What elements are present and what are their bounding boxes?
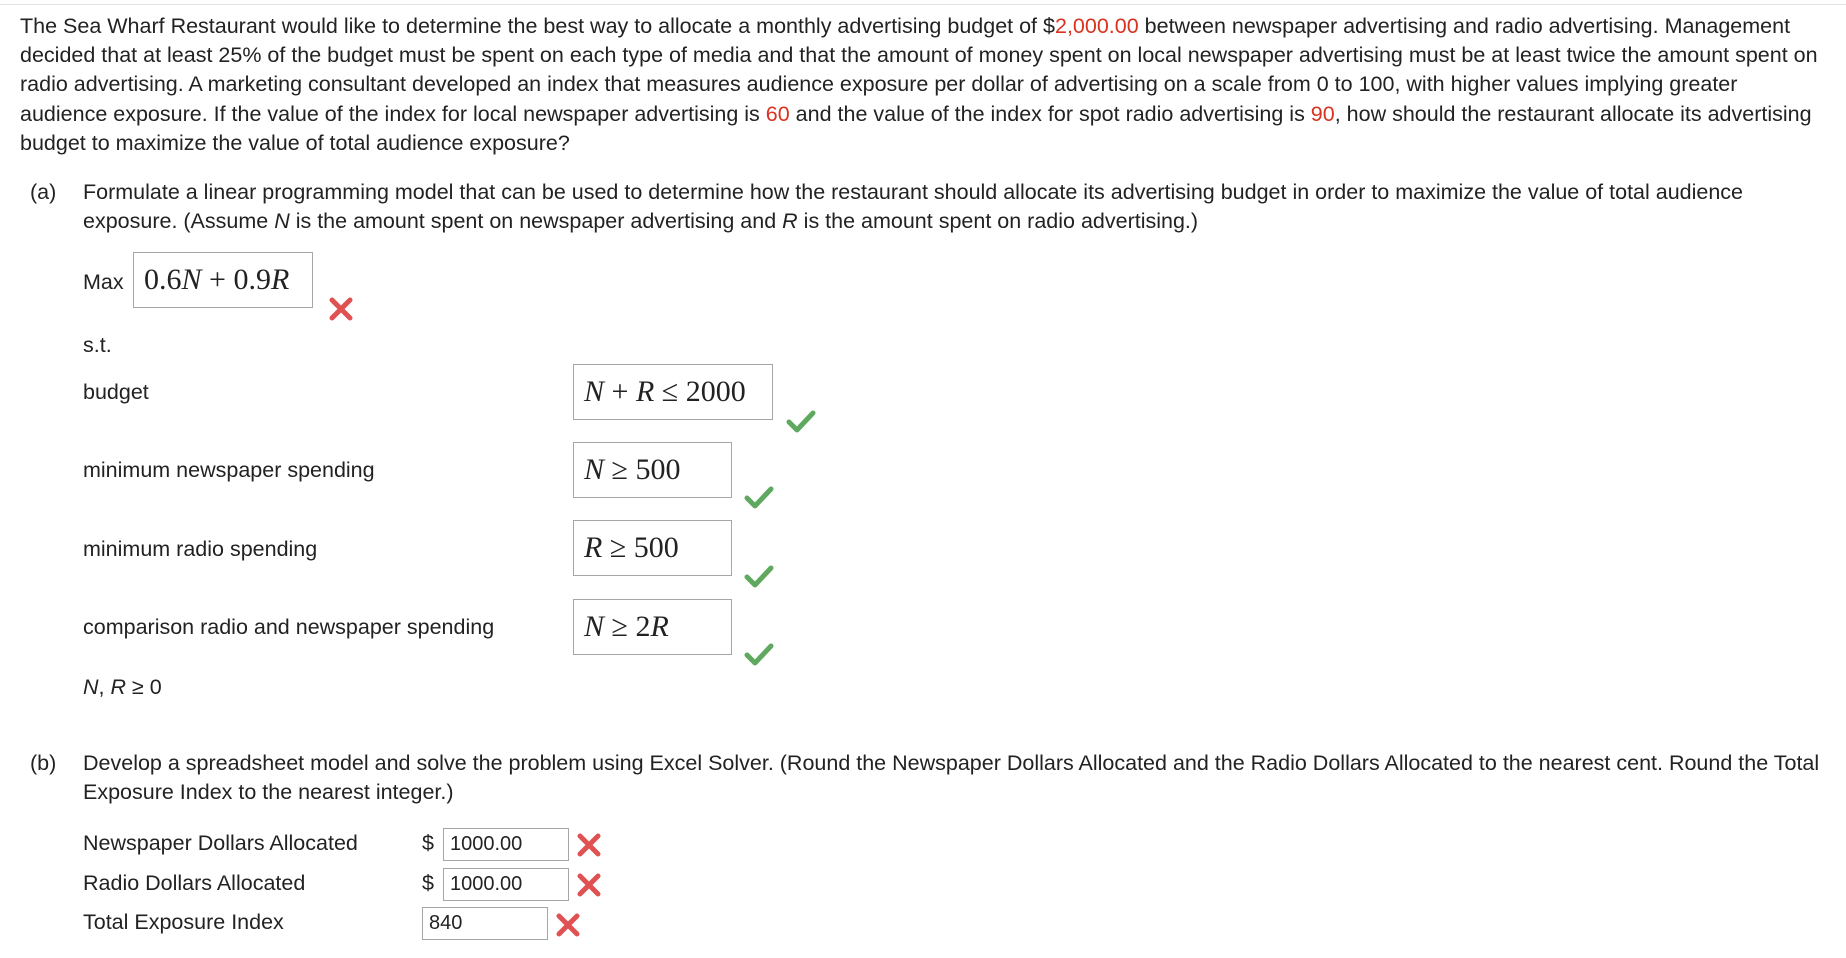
constraint-label-min-newspaper: minimum newspaper spending — [83, 458, 375, 482]
constraint-relation: ≥ — [604, 453, 636, 486]
problem-intro: The Sea Wharf Restaurant would like to determine the best way to allocate a monthly advertising budget of — [20, 14, 1044, 38]
constraint-op: + — [604, 375, 636, 408]
nonneg-var-n: N — [83, 675, 99, 699]
budget-constraint-input[interactable] — [573, 364, 773, 420]
part-b-text: Develop a spreadsheet model and solve the problem using Excel Solver. (Round the Newspaper Dollars Allocated and the Radio Dollars Allocated to the nearest cent. Round the Total Exposure Index to the nearest integer.) — [83, 751, 1820, 805]
constraint-label-min-radio: minimum radio spending — [83, 537, 318, 561]
var-r: R — [782, 209, 798, 234]
objective-op: + — [201, 263, 234, 296]
part-b-label: (b) — [30, 751, 57, 775]
total-exposure-input[interactable]: 840 — [422, 907, 548, 940]
min-radio-constraint-input[interactable] — [573, 520, 732, 576]
constraint-var: N — [584, 610, 605, 643]
constraint-var: R — [584, 531, 603, 564]
comparison-constraint-input[interactable] — [573, 599, 732, 655]
incorrect-x-icon — [326, 296, 356, 322]
constraint-label-budget: budget — [83, 380, 149, 404]
constraint-label-comparison: comparison radio and newspaper spending — [83, 615, 495, 639]
constraint-relation: ≤ — [654, 375, 686, 408]
radio-index: 90 — [1310, 101, 1335, 126]
budget-dollar-sign: $ — [1043, 14, 1055, 38]
nonnegativity — [83, 675, 162, 700]
part-a-label: (a) — [30, 180, 57, 204]
problem-mid2: and the value of the index for spot radio advertising is — [789, 101, 1311, 126]
budget-amount: 2,000.00 — [1054, 14, 1139, 38]
constraint-rhs: 500 — [633, 531, 679, 564]
total-exposure-label: Total Exposure Index — [83, 910, 284, 934]
top-divider — [0, 4, 1846, 5]
var-n: N — [274, 209, 290, 234]
newspaper-index: 60 — [765, 101, 790, 126]
constraint-rhs-var: R — [650, 610, 669, 643]
constraint-rhs: 2 — [635, 610, 651, 643]
constraint-var: N — [584, 453, 605, 486]
objective-var-1: N — [181, 263, 202, 296]
nonneg-var-r: R — [110, 675, 127, 699]
part-a-text-1: Formulate a linear programming model that can be used to determine how the restaurant should allocate its advertising budget in order to maximize the value of total audience exposure. (Assume — [83, 180, 1744, 234]
constraint-rhs: 500 — [635, 453, 681, 486]
incorrect-x-icon — [574, 872, 604, 898]
incorrect-x-icon — [574, 832, 604, 858]
objective-coef-2: 0.9 — [233, 263, 271, 296]
problem-statement — [20, 12, 1820, 158]
objective-var-2: R — [270, 263, 290, 296]
problem-end: , how should the restaurant allocate its advertising budget to maximize the value of total audience exposure? — [20, 101, 1812, 155]
correct-check-icon — [744, 484, 774, 510]
radio-dollars-label: Radio Dollars Allocated — [83, 871, 306, 895]
constraint-var: R — [635, 375, 655, 408]
constraint-var: N — [584, 375, 605, 408]
dollar-sign: $ — [422, 871, 434, 895]
constraint-relation: ≥ — [604, 610, 636, 643]
objective-input[interactable] — [133, 252, 313, 308]
constraint-relation: ≥ — [602, 531, 634, 564]
min-newspaper-constraint-input[interactable] — [573, 442, 732, 498]
problem-mid: between newspaper advertising and radio advertising. Management decided that at least 25% of the budget must be spent on each type of media and that the amount of money spent on local newspaper advertising must be at least twice the amount spent on radio advertising. A marketing consultant developed an index that measures audience exposure per dollar of advertising on a scale from 0 to 100, with higher values implying greater audience exposure. If the value of the index for local newspaper advertising is — [20, 14, 1818, 126]
newspaper-dollars-label: Newspaper Dollars Allocated — [83, 831, 358, 855]
constraint-rhs: 2000 — [685, 375, 746, 408]
part-a-text-2: is the amount spent on newspaper advertising and — [289, 209, 783, 234]
nonneg-relation: ≥ 0 — [126, 675, 162, 699]
part-a-text — [83, 178, 1823, 236]
st-label: s.t. — [83, 333, 112, 357]
newspaper-dollars-input[interactable]: 1000.00 — [443, 828, 569, 861]
part-a-text-3: is the amount spent on radio advertising.) — [797, 209, 1199, 234]
correct-check-icon — [744, 563, 774, 589]
objective-coef-1: 0.6 — [144, 263, 182, 296]
nonneg-sep: , — [98, 675, 111, 699]
max-label: Max — [83, 270, 124, 294]
radio-dollars-input[interactable]: 1000.00 — [443, 868, 569, 901]
dollar-sign: $ — [422, 831, 434, 855]
incorrect-x-icon — [553, 912, 583, 938]
correct-check-icon — [786, 408, 816, 434]
correct-check-icon — [744, 641, 774, 667]
